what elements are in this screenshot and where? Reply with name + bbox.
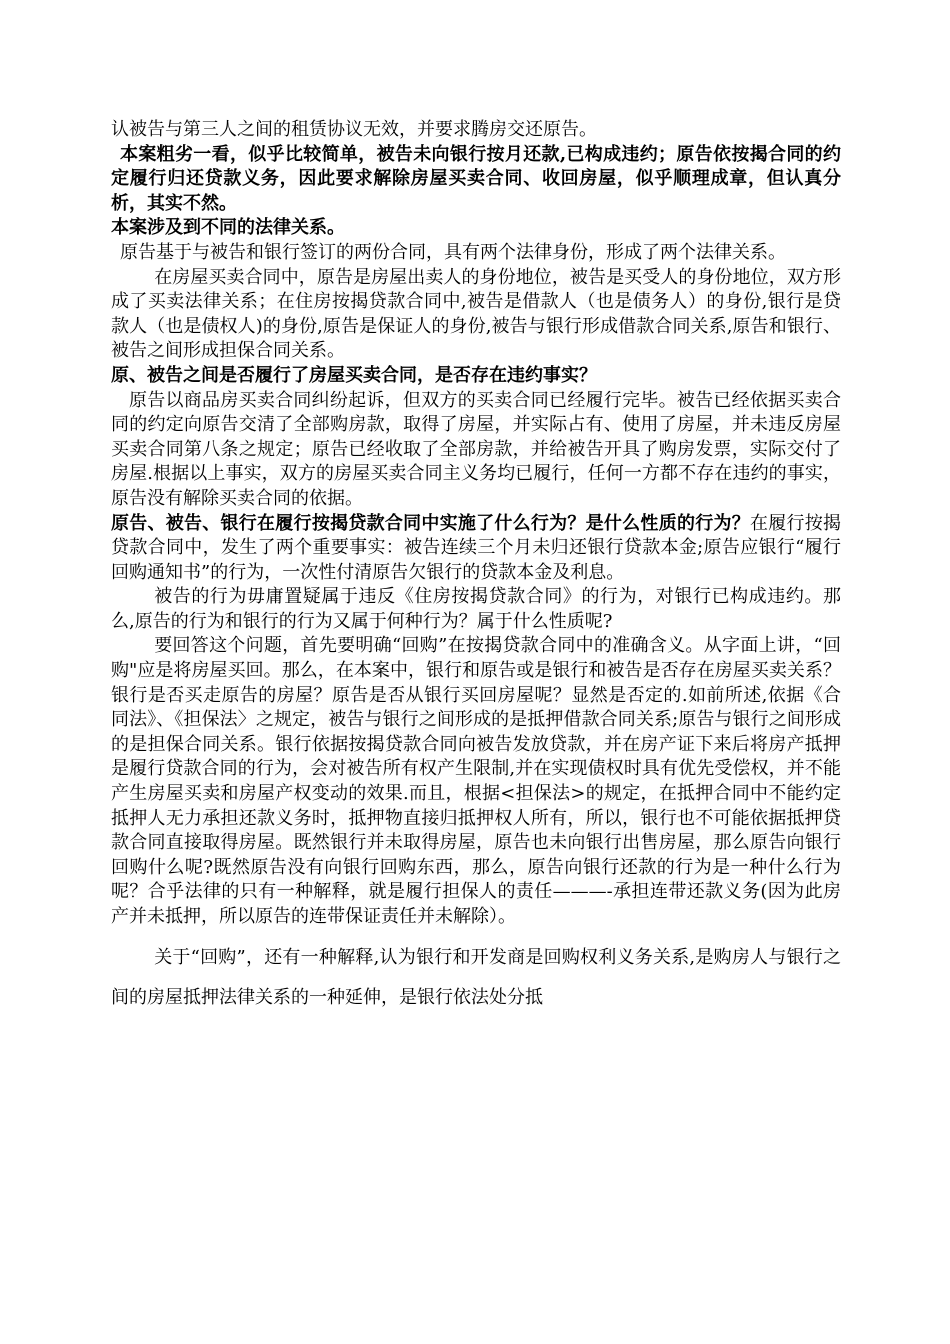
heading-conduct-question: 原告、被告、银行在履行按揭贷款合同中实施了什么行为？是什么性质的行为？	[111, 512, 750, 534]
paragraph-case-summary: 本案粗劣一看，似乎比较简单，被告未向银行按月还款,已构成违约；原告依按揭合同的约定履行归还贷款义务，因此要求解除房屋买卖合同、收回房屋，似乎顺理成章，但认真分析，其实不然。	[111, 143, 841, 214]
paragraph-contract-fulfilled: 原告以商品房买卖合同纠纷起诉，但双方的买卖合同已经履行完毕。被告已经依据买卖合同的约定向原告交清了全部购房款，取得了房屋，并实际占有、使用了房屋，并未违反房屋买卖合同第八条之规定；原告已经收取了全部房款，并给被告开具了购房发票，实际交付了房屋.根据以上事实，双方的房屋买卖合同主义务均已履行，任何一方都不存在违约的事实，原告没有解除买卖合同的依据。	[111, 389, 841, 509]
heading-breach-question: 原、被告之间是否履行了房屋买卖合同，是否存在违约事实？	[111, 364, 597, 386]
paragraph-contract-roles: 在房屋买卖合同中，原告是房屋出卖人的身份地位，被告是买受人的身份地位，双方形成了买卖法律关系；在住房按揭贷款合同中,被告是借款人（也是债务人）的身份,银行是贷款人（也是债权人)的身份,原告是保证人的身份,被告与银行形成借款合同关系,原告和银行、被告之间形成担保合同关系。	[111, 266, 841, 362]
paragraph-conduct-question	[111, 512, 841, 586]
document-body	[111, 118, 841, 1018]
paragraph-two-identities: 原告基于与被告和银行签订的两份合同，具有两个法律身份，形成了两个法律关系。	[120, 241, 786, 263]
paragraph-repurchase-alternative: 关于“回购”，还有一种解释,认为银行和开发商是回购权利义务关系,是购房人与银行之间的房屋抵押法律关系的一种延伸，是银行依法处分抵	[111, 946, 841, 1008]
paragraph-defendant-breach: 被告的行为毋庸置疑属于违反《住房按揭贷款合同》的行为，对银行已构成违约。那么,原告的行为和银行的行为又属于何种行为？属于什么性质呢?	[111, 586, 841, 632]
paragraph-repurchase-meaning: 要回答这个问题，首先要明确“回购”在按揭贷款合同中的准确含义。从字面上讲，“回购"应是将房屋买回。那么，在本案中，银行和原告或是银行和被告是否存在房屋买卖关系？银行是否买走原告的房屋？原告是否从银行买回房屋呢？显然是否定的.如前所述,依据《合同法》、《担保法〉之规定，被告与银行之间形成的是抵押借款合同关系;原告与银行之间形成的是担保合同关系。银行依据按揭贷款合同向被告发放贷款，并在房产证下来后将房产抵押是履行贷款合同的行为，会对被告所有权产生限制,并在实现债权时具有优先受偿权，并不能产生房屋买卖和房屋产权变动的效果.而且，根据<担保法>的规定，在抵押合同中不能约定抵押人无力承担还款义务时，抵押物直接归抵押权人所有，所以，银行也不可能依据抵押贷款合同直接取得房屋。既然银行并未取得房屋，原告也未向银行出售房屋，那么原告向银行回购什么呢?既然原告没有向银行回购东西，那么，原告向银行还款的行为是一种什么行为呢？合乎法律的只有一种解释，就是履行担保人的责任———-承担连带还款义务(因为此房产并未抵押，所以原告的连带保证责任并未解除）。	[111, 635, 841, 927]
paragraph-tenancy-void: 认被告与第三人之间的租赁协议无效，并要求腾房交还原告。	[111, 119, 597, 140]
heading-legal-relations: 本案涉及到不同的法律关系。	[111, 217, 345, 239]
paragraph-two-facts: 在履行按揭贷款合同中，发生了两个重要事实：被告连续三个月未归还银行贷款本金;原告应银行“履行回购通知书”的行为，一次性付清原告欠银行的贷款本金及利息。	[111, 512, 842, 583]
